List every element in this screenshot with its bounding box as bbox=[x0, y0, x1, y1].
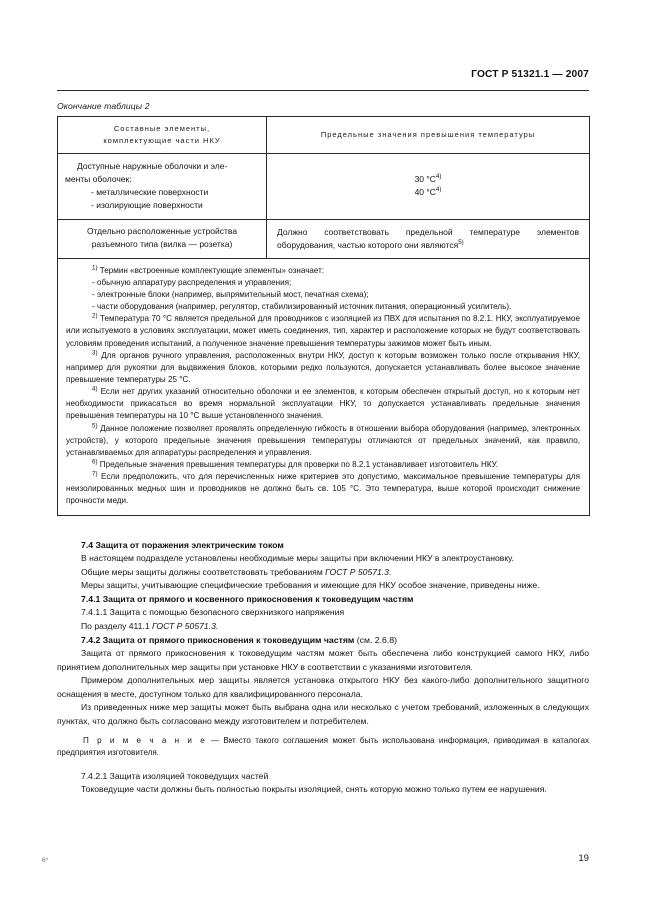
footnote-2-text: Температура 70 °C является предельной для проводников с изоляцией из ПВХ для испытания по 8.2.1. НКУ, эксплуатируемое или испытуемого в условиях эксплуатации, может иметь соединения, тип, характер и расположение которых не будут соответствовать условиям проведения испытаний, а полученное значение превышения температуры зажимов может быть иным. bbox=[66, 314, 580, 348]
reference-gost-50571-3-a: ГОСТ Р 50571.3. bbox=[325, 566, 392, 577]
row2-limits-cell bbox=[267, 219, 590, 258]
footnote-marker-4: 4) bbox=[92, 385, 98, 393]
paragraph-74-1: В настоящем подразделе установлены необходимые меры защиты при включении НКУ в электроустановку. bbox=[81, 553, 515, 564]
table-header-cell-components bbox=[58, 117, 267, 154]
footnote-marker-2: 2) bbox=[92, 312, 98, 320]
footnote-4-text: Если нет других указаний относительно оболочки и ее элементов, к которым обеспечен открытый доступ, но к которым нет необходимости прикасаться во время нормальной эксплуатации НКУ, то допускается устанавливать предельные значения превышения температуры на 10 °C выше установленного значения. bbox=[66, 387, 580, 421]
table-row bbox=[58, 219, 590, 258]
footnote-5 bbox=[66, 423, 580, 459]
footnote-7-text: Если предположить, что для перечисленных ниже критериев это допустимо, максимальное превышение температуры для неизолированных медных шин и проводников не должно быть св. 105 °C. Это температура, выше которой происходит снижение прочности меди. bbox=[66, 472, 580, 506]
footnote-3 bbox=[66, 350, 580, 386]
paragraph-742-3: Из приведенных ниже мер защиты может быть выбрана одна или несколько с учетом требований, изложенных в следующих пунктах, что должно быть согласовано между изготовителем и потребителем. bbox=[57, 702, 589, 726]
header-col1-line2: комплектующие части НКУ bbox=[103, 135, 221, 145]
note-label: П р и м е ч а н и е bbox=[83, 735, 207, 745]
footnote-ref-4b: 4) bbox=[435, 186, 442, 194]
footnote-marker-3: 3) bbox=[92, 348, 98, 356]
footnote-1-text: Термин «встроенные комплектующие элементы» означает: bbox=[99, 265, 325, 275]
footnote-3-text: Для органов ручного управления, расположенных внутри НКУ, доступ к которым возможен только после открывания НКУ, например для рукоятки для выдвижения блоков, которыми редко пользуются, допускается устанавливать более высокое значение превышение температуры 25 °C. bbox=[66, 350, 580, 384]
paragraph-742-1: Защита от прямого прикосновения к токоведущим частям может быть обеспечена либо конструкцией самого НКУ, либо принятием дополнительных мер защиты при установке НКУ в соответствии с указаниями изготовителя. bbox=[57, 648, 589, 672]
row1-line4: - изолирующие поверхности bbox=[91, 199, 203, 210]
footnote-ref-4a: 4) bbox=[435, 173, 442, 181]
footnote-marker-7: 7) bbox=[92, 470, 98, 478]
footnote-1-item-2: - электронные блоки (например, выпрямительный мост, печатная схема); bbox=[92, 289, 369, 299]
reference-gost-50571-3-b: ГОСТ Р 50571.3. bbox=[152, 620, 219, 631]
table-header-cell-limits: Предельные значения превышения температуры bbox=[267, 117, 590, 154]
footnote-7 bbox=[66, 471, 580, 507]
paragraph-74-2 bbox=[57, 566, 589, 579]
section-heading-7-4-2 bbox=[57, 633, 589, 647]
header-rule bbox=[57, 90, 589, 91]
row1-limits-cell bbox=[267, 154, 590, 220]
body-content bbox=[57, 538, 589, 797]
row1-value-insulating-text: 40 °C bbox=[414, 187, 436, 198]
footnote-2 bbox=[66, 313, 580, 349]
section-7-4-2-suffix: (см. 2.6.8) bbox=[354, 635, 398, 646]
footnote-1-item-1: - обычную аппаратуру распределения и управления; bbox=[92, 277, 292, 287]
paragraph-7421-1: Токоведущие части должны быть полностью покрыты изоляцией, снять которую можно только путем ее нарушения. bbox=[81, 784, 547, 795]
row2-line1: Отдельно расположенные устройства bbox=[86, 226, 238, 237]
section-7-4-2-title: 7.4.2 Защита от прямого прикосновения к токоведущим частям bbox=[81, 635, 355, 646]
signature-mark: 6* bbox=[42, 857, 49, 864]
row2-line2: разъемного типа (вилка — розетка) bbox=[91, 239, 233, 250]
section-heading-7-4-1-1: 7.4.1.1 Защита с помощью безопасного сверхнизкого напряжения bbox=[81, 607, 345, 618]
row1-line3: - металлические поверхности bbox=[91, 187, 209, 198]
row1-line1: Доступные наружные оболочки и эле- bbox=[77, 161, 228, 172]
paragraph-742-2: Примером дополнительных мер защиты является установка открытого НКУ без какого-либо дополнительного защитного оснащения в месте, доступном только для квалифицированного персонала. bbox=[57, 675, 589, 699]
paragraph-7411-1 bbox=[57, 620, 589, 633]
footnote-marker-5: 5) bbox=[92, 421, 98, 429]
header-col1-line1: Составные элементы, bbox=[113, 124, 211, 133]
footnote-ref-5: 5) bbox=[458, 238, 464, 246]
row1-value-metal bbox=[274, 173, 582, 186]
footnote-5-text: Данное положение позволяет проявлять определенную гибкость в отношении выбора оборудования (например, электронных устройств), у которого предельные значения превышения температуры отличаются от предельных значений, как правило, устанавливаемых для аппаратуры распределения и управления. bbox=[66, 423, 580, 457]
footnote-marker-6: 6) bbox=[92, 458, 98, 466]
section-heading-7-4: 7.4 Защита от поражения электрическим током bbox=[81, 540, 284, 550]
page-number: 19 bbox=[578, 853, 589, 864]
table-caption: Окончание таблицы 2 bbox=[57, 101, 150, 111]
footnote-1 bbox=[66, 265, 580, 277]
row2-components-cell bbox=[58, 219, 267, 258]
note-block bbox=[57, 735, 589, 760]
standard-number: ГОСТ Р 51321.1 — 2007 bbox=[471, 69, 589, 80]
section-heading-7-4-2-1: 7.4.2.1 Защита изоляцией токоведущих частей bbox=[81, 770, 269, 781]
table-footnotes-row bbox=[58, 258, 590, 515]
footnote-6-text: Предельные значения превышения температуры для проверки по 8.2.1 устанавливает изготовитель НКУ. bbox=[99, 459, 499, 469]
spacer bbox=[57, 728, 589, 735]
paragraph-74-3: Меры защиты, учитывающие специфические требования и имеющие для НКУ особое значение, приведены ниже. bbox=[81, 579, 540, 590]
footnote-1-item-3: - части оборудования (например, регулятор, стабилизированный источник питания, операционный усилитель). bbox=[92, 302, 512, 312]
spacer bbox=[57, 760, 589, 770]
paragraph-7411-pre: По разделу 411.1 bbox=[81, 620, 153, 631]
table-header-row bbox=[58, 117, 590, 154]
row1-value-metal-text: 30 °C bbox=[414, 174, 436, 185]
paragraph-74-2-pre: Общие меры защиты должны соответствовать требованиям bbox=[81, 566, 326, 577]
row1-value-insulating bbox=[274, 186, 582, 199]
section-heading-7-4-1: 7.4.1 Защита от прямого и косвенного прикосновения к токоведущим частям bbox=[81, 594, 414, 605]
temperature-limits-table bbox=[57, 116, 589, 516]
row1-components-cell bbox=[58, 154, 267, 220]
row2-value-text: Должно соответствовать предельной температуре элементов оборудования, частью которого они являются bbox=[277, 226, 579, 250]
row1-line2: менты оболочек: bbox=[65, 174, 132, 185]
footnote-4 bbox=[66, 386, 580, 422]
footnote-marker-1: 1) bbox=[92, 264, 98, 271]
table-footnotes-cell bbox=[58, 258, 590, 515]
footnote-6 bbox=[66, 459, 580, 471]
table-row bbox=[58, 154, 590, 220]
note-text: — Вместо такого соглашения может быть использована информация, приводимая в каталогах предприятия изготовителя. bbox=[57, 735, 590, 758]
